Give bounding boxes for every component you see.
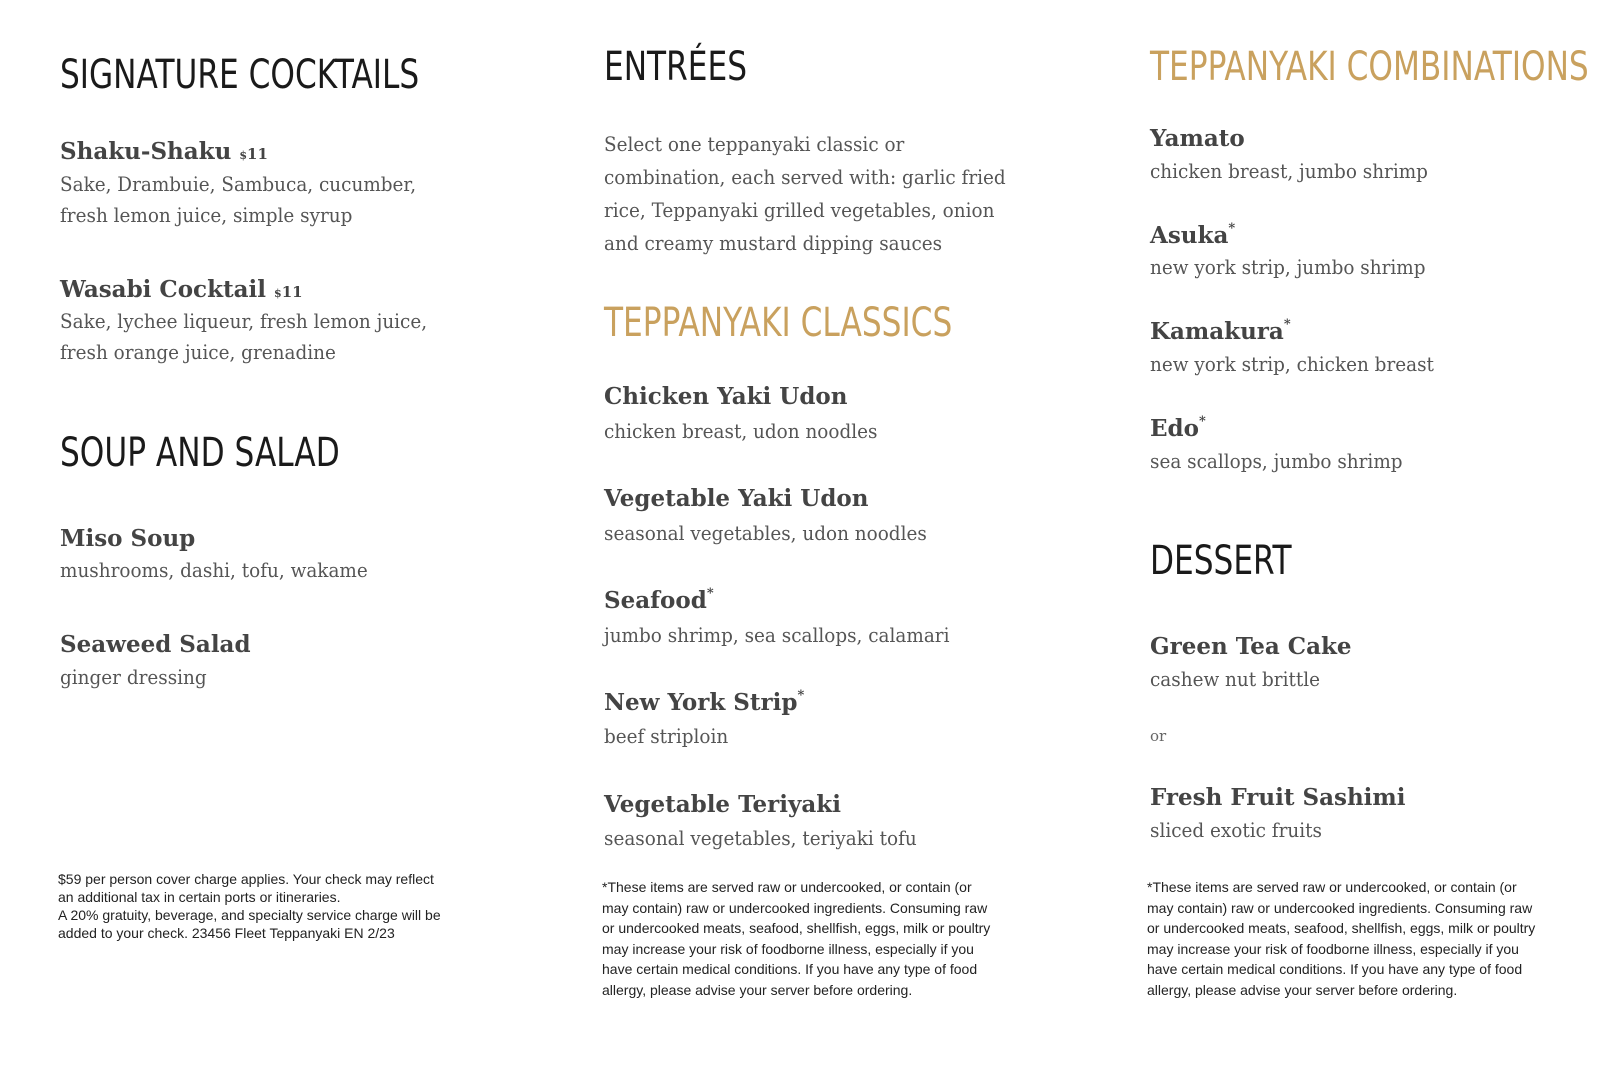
menu-item-description: Sake, lychee liqueur, fresh lemon juice, fresh orange juice, grenadine — [60, 309, 428, 364]
menu-item-description: new york strip, jumbo shrimp — [1150, 255, 1426, 279]
section-heading-entrees: ENTRÉES — [604, 44, 748, 90]
price: $11 — [239, 145, 268, 163]
menu-item-name: Seafood* — [604, 586, 714, 614]
menu-item-name: Chicken Yaki Udon — [604, 383, 848, 410]
price: $11 — [274, 283, 303, 301]
section-heading-teppanyaki-classics: TEPPANYAKI CLASSICS — [604, 300, 953, 346]
menu-item-name: Wasabi Cocktail $11 — [60, 276, 303, 303]
menu-item-description: jumbo shrimp, sea scallops, calamari — [604, 623, 950, 647]
section-heading-teppanyaki-combinations: TEPPANYAKI COMBINATIONS — [1150, 44, 1589, 90]
cover-charge-note: $59 per person cover charge applies. Your check may reflect an additional tax in certain ports or itineraries. A 20% gratuity, beverage, and specialty service charge will be added to your check. 23456 Fleet Teppanyaki EN 2/23 — [58, 871, 441, 941]
section-heading-signature-cocktails: SIGNATURE COCKTAILS — [60, 52, 420, 98]
menu-item-name: Miso Soup — [60, 525, 196, 552]
menu-item-name: Edo* — [1150, 414, 1206, 442]
menu-item-description: ginger dressing — [60, 665, 207, 689]
raw-food-disclaimer: *These items are served raw or undercooked, or contain (or may contain) raw or undercooked ingredients. Consuming raw or undercooked meats, seafood, shellfish, eggs, milk or poultry may increase your risk of foodborne illness, especially if you have certain medical conditions. If you have any type of food allergy, please advise your server before ordering. — [602, 879, 991, 998]
menu-item-description: Sake, Drambuie, Sambuca, cucumber, fresh lemon juice, simple syrup — [60, 172, 417, 227]
menu-item-description: chicken breast, jumbo shrimp — [1150, 159, 1428, 183]
menu-item-name: Green Tea Cake — [1150, 633, 1352, 660]
menu-item-name: Fresh Fruit Sashimi — [1150, 784, 1406, 811]
section-heading-soup-and-salad: SOUP AND SALAD — [60, 430, 340, 476]
menu-item-name: Asuka* — [1150, 221, 1236, 249]
entrees-intro: Select one teppanyaki classic or combination, each served with: garlic fried rice, Teppanyaki grilled vegetables, onion and creamy mustard dipping sauces — [604, 132, 1006, 255]
menu-item-description: sea scallops, jumbo shrimp — [1150, 449, 1403, 473]
menu-item-description: beef striploin — [604, 724, 729, 748]
menu-item-description: seasonal vegetables, udon noodles — [604, 521, 927, 545]
menu-item-name: Seaweed Salad — [60, 631, 251, 658]
menu-item-description: chicken breast, udon noodles — [604, 419, 878, 443]
menu-item-name: Kamakura* — [1150, 317, 1291, 345]
menu-item-name: Vegetable Teriyaki — [604, 791, 841, 818]
section-heading-dessert: DESSERT — [1150, 538, 1292, 584]
menu-item-description: seasonal vegetables, teriyaki tofu — [604, 826, 917, 850]
menu-item-description: mushrooms, dashi, tofu, wakame — [60, 558, 368, 582]
menu-item-name: Yamato — [1150, 125, 1245, 152]
dessert-or-separator: or — [1150, 727, 1167, 745]
raw-food-disclaimer: *These items are served raw or undercooked, or contain (or may contain) raw or undercooked ingredients. Consuming raw or undercooked meats, seafood, shellfish, eggs, milk or poultry may increase your risk of foodborne illness, especially if you have certain medical conditions. If you have any type of food allergy, please advise your server before ordering. — [1147, 879, 1536, 998]
menu-item-name: New York Strip* — [604, 688, 805, 716]
menu-item-description: cashew nut brittle — [1150, 667, 1321, 691]
menu-item-name: Shaku-Shaku $11 — [60, 138, 268, 165]
menu-item-name: Vegetable Yaki Udon — [604, 485, 869, 512]
menu-item-description: new york strip, chicken breast — [1150, 352, 1434, 376]
menu-item-description: sliced exotic fruits — [1150, 818, 1322, 842]
